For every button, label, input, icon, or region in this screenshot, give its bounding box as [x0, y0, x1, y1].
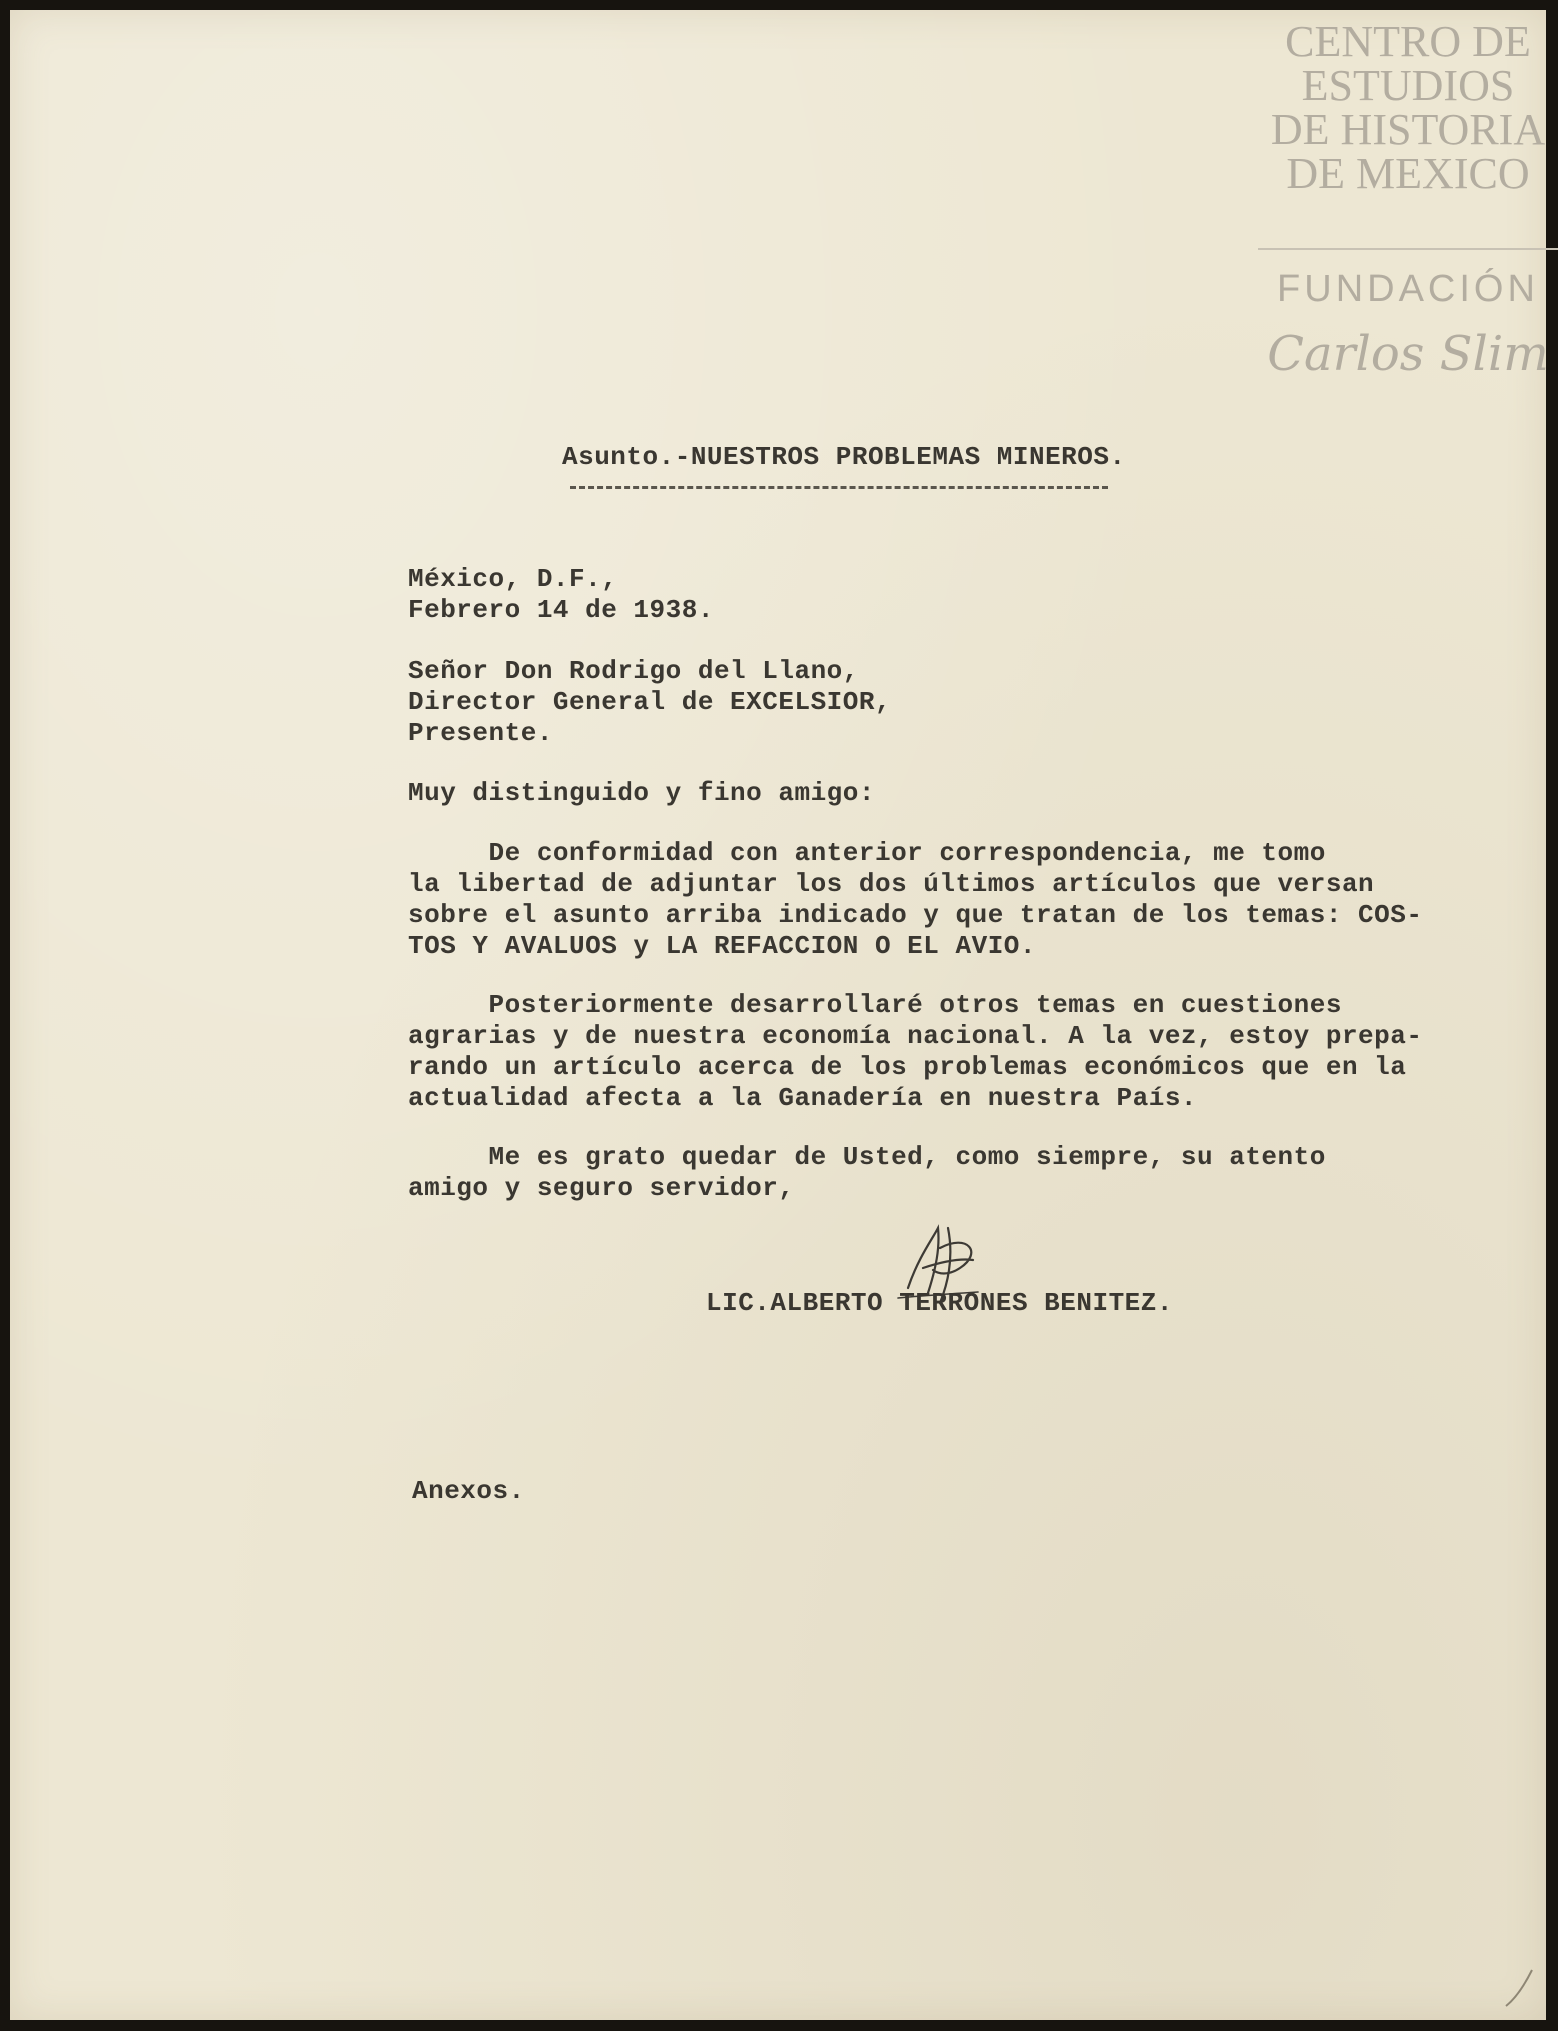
recipient-line-2: Director General de EXCELSIOR, [408, 687, 892, 717]
letter-page [10, 10, 1549, 2020]
paragraph-1-line-4: TOS Y AVALUOS y LA REFACCION O EL AVIO. [408, 931, 1036, 961]
paragraph-1-line-3: sobre el asunto arriba indicado y que tratan de los temas: COS- [408, 900, 1423, 930]
paragraph-2-line-2: agrarias y de nuestra economía nacional. A la vez, estoy prepa- [408, 1021, 1423, 1051]
letter-place: México, D.F., [408, 564, 618, 594]
watermark-line-3: DE HISTORIA [1270, 105, 1546, 154]
watermark-signature-logo: Carlos Slim [1267, 326, 1549, 382]
paragraph-2-line-4: actualidad afecta a la Ganadería en nuestra País. [408, 1083, 1198, 1113]
watermark-line-2: ESTUDIOS [1301, 61, 1515, 110]
signer-name: LIC.ALBERTO TERRONES BENITEZ. [706, 1288, 1173, 1318]
watermark-divider [1258, 248, 1558, 250]
salutation: Muy distinguido y fino amigo: [408, 778, 875, 808]
closing-line-2: amigo y seguro servidor, [408, 1173, 795, 1203]
paragraph-2-line-1: Posteriormente desarrollaré otros temas en cuestiones [408, 990, 1342, 1020]
archive-watermark [1258, 17, 1558, 396]
paragraph-1-line-1: De conformidad con anterior correspondencia, me tomo [408, 838, 1326, 868]
watermark-foundation: FUNDACIÓN [1277, 268, 1539, 310]
watermark-line-1: CENTRO DE [1285, 17, 1531, 66]
watermark-line-4: DE MEXICO [1286, 149, 1530, 198]
subject-line-text: Asunto.-NUESTROS PROBLEMAS MINEROS. [562, 442, 1126, 472]
paragraph-2-line-3: rando un artículo acerca de los problemas económicos que en la [408, 1052, 1407, 1082]
recipient-line-1: Señor Don Rodrigo del Llano, [408, 656, 859, 686]
subject-underline [570, 486, 1108, 489]
page-corner-curl [1504, 1968, 1534, 2008]
paragraph-1-line-2: la libertad de adjuntar los dos últimos artículos que versan [408, 869, 1375, 899]
letter-date: Febrero 14 de 1938. [408, 595, 714, 625]
recipient-line-3: Presente. [408, 718, 553, 748]
enclosures-note: Anexos. [412, 1476, 525, 1506]
closing-line-1: Me es grato quedar de Usted, como siempre, su atento [408, 1142, 1326, 1172]
